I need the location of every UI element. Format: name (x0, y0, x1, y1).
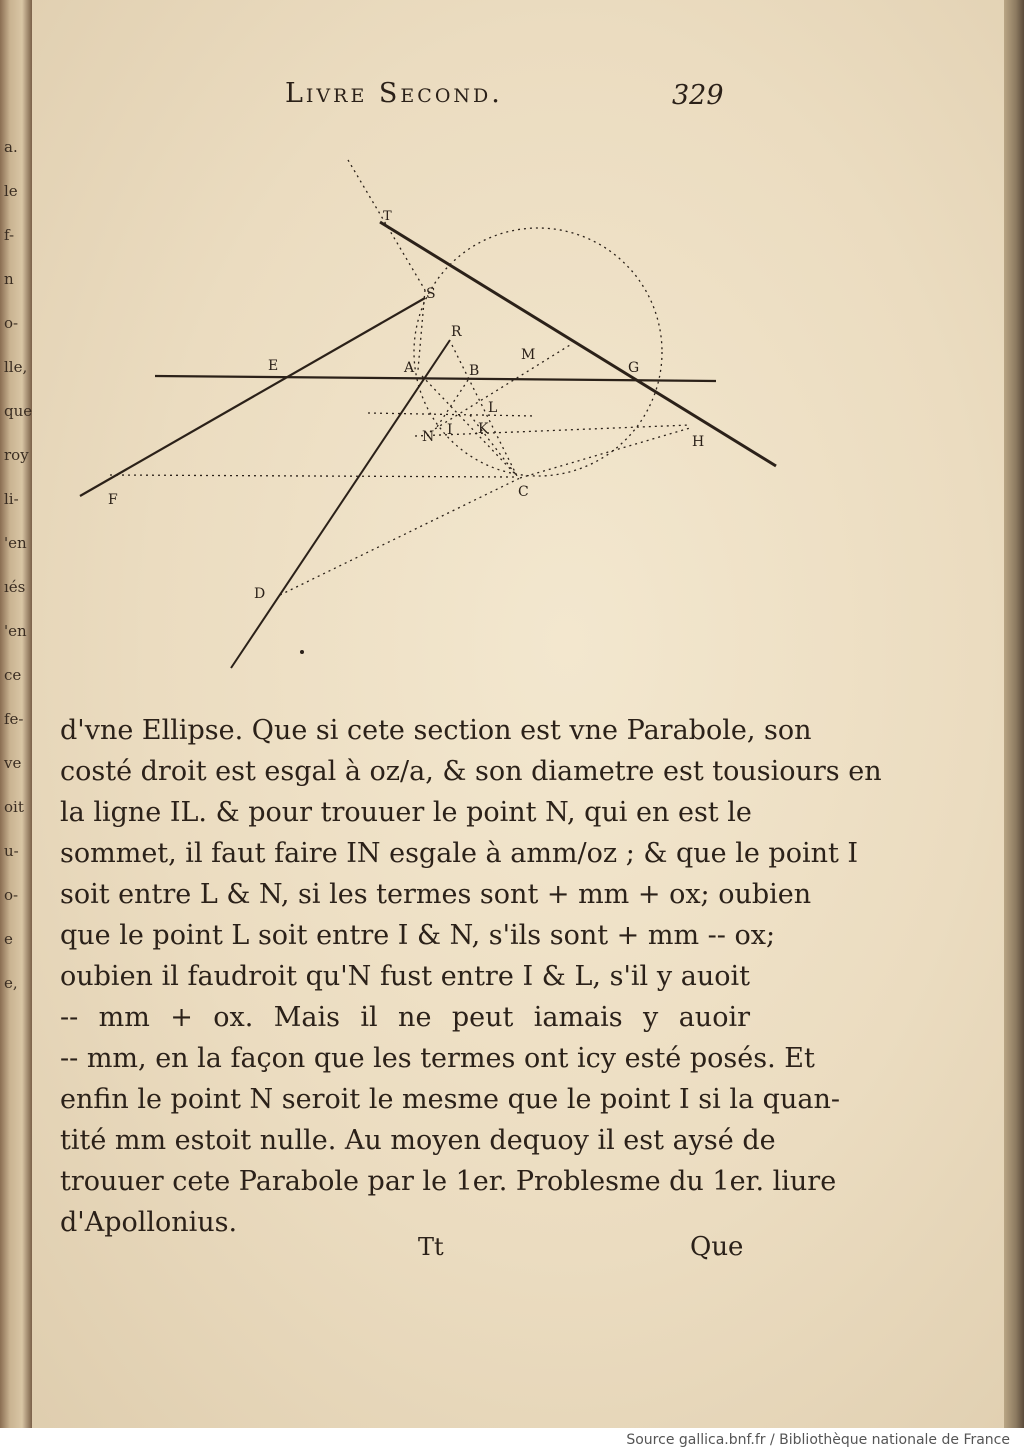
text-line: soit entre L & N, si les termes sont + mm + ox; oubien (60, 879, 812, 910)
facing-page-fragment: ve (4, 754, 22, 772)
line-dotted-NM (430, 345, 570, 432)
text-line: -- mm, en la façon que les termes ont icy esté posés. Et (60, 1043, 815, 1074)
facing-page-fragment: ıés (4, 578, 26, 596)
line-dotted-IL (368, 413, 535, 416)
stray-dot (300, 650, 304, 654)
facing-page-fragment: o- (4, 314, 19, 332)
signature-mark: Tt (418, 1233, 444, 1261)
label-A: A (404, 360, 415, 376)
line-dotted-NH (415, 425, 690, 436)
facing-page-fragment: li- (4, 490, 19, 508)
facing-page-fragment: lle, (4, 358, 28, 376)
facing-page-fragment: n (4, 270, 14, 288)
facing-page-fragment: oit (4, 798, 24, 816)
line-dotted-DC (280, 478, 520, 595)
line-dotted-AC (422, 376, 517, 476)
text-line: que le point L soit entre I & N, s'ils sont + mm -- ox; (60, 920, 776, 951)
label-R: R (451, 324, 462, 340)
text-line: d'vne Ellipse. Que si cete section est vne Parabole, son (60, 715, 812, 746)
label-N: N (422, 429, 435, 445)
label-H: H (692, 434, 705, 450)
line-dotted-RC (452, 345, 517, 476)
label-L: L (488, 400, 498, 416)
text-line: trouuer cete Parabole par le 1er. Problesme du 1er. liure (60, 1166, 837, 1197)
label-E: E (268, 358, 279, 374)
text-line: costé droit est esgal à oz/a, & son diametre est tousiours en (60, 756, 882, 787)
facing-page-fragment: le (4, 182, 18, 200)
body-text (60, 710, 882, 1243)
footer-bar (0, 1428, 1024, 1456)
label-I: I (447, 422, 453, 438)
line-dotted-CH (520, 428, 690, 478)
text-line: -- mm + ox. Mais il ne peut iamais y auoir (60, 1002, 750, 1033)
label-T: T (383, 209, 392, 224)
label-B: B (469, 363, 480, 379)
facing-page-fragment: u- (4, 842, 19, 860)
label-S: S (426, 286, 436, 302)
text-line: enfin le point N seroit le mesme que le point I si la quan- (60, 1084, 840, 1115)
text-line: oubien il faudroit qu'N fust entre I & L, s'il y auoit (60, 961, 750, 992)
facing-page-fragment: 'en (4, 534, 27, 552)
facing-page-fragment: e, (4, 974, 18, 992)
facing-page-fragment: a. (4, 138, 18, 156)
label-C: C (518, 484, 529, 500)
running-head: Livre Second. (285, 78, 503, 109)
label-M: M (521, 347, 536, 363)
text-line: d'Apollonius. (60, 1207, 238, 1238)
facing-page-fragment: e (4, 930, 13, 948)
label-D: D (254, 586, 266, 602)
facing-page-fragment: o- (4, 886, 19, 904)
facing-page-fragment: que (4, 402, 33, 420)
label-F: F (108, 492, 118, 508)
facing-page-fragment: roy (4, 446, 29, 464)
facing-page-fragment: fe- (4, 710, 24, 728)
catchword: Que (690, 1232, 744, 1262)
source-credit: Source gallica.bnf.fr / Bibliothèque nationale de France (626, 1432, 1010, 1448)
label-K: K (478, 421, 489, 437)
text-line: sommet, il faut faire IN esgale à amm/oz ; & que le point I (60, 838, 859, 869)
label-G: G (628, 360, 640, 376)
line-dotted-FC (110, 475, 515, 477)
text-line: tité mm estoit nulle. Au moyen dequoy il est aysé de (60, 1125, 776, 1156)
text-line: la ligne IL. & pour trouuer le point N, qui en est le (60, 797, 752, 828)
line-RD (231, 340, 450, 668)
facing-page-fragment: 'en (4, 622, 27, 640)
line-FE (80, 298, 425, 496)
facing-page-fragment: ce (4, 666, 22, 684)
facing-page-fragment: f- (4, 226, 15, 244)
page-number: 329 (672, 80, 724, 111)
